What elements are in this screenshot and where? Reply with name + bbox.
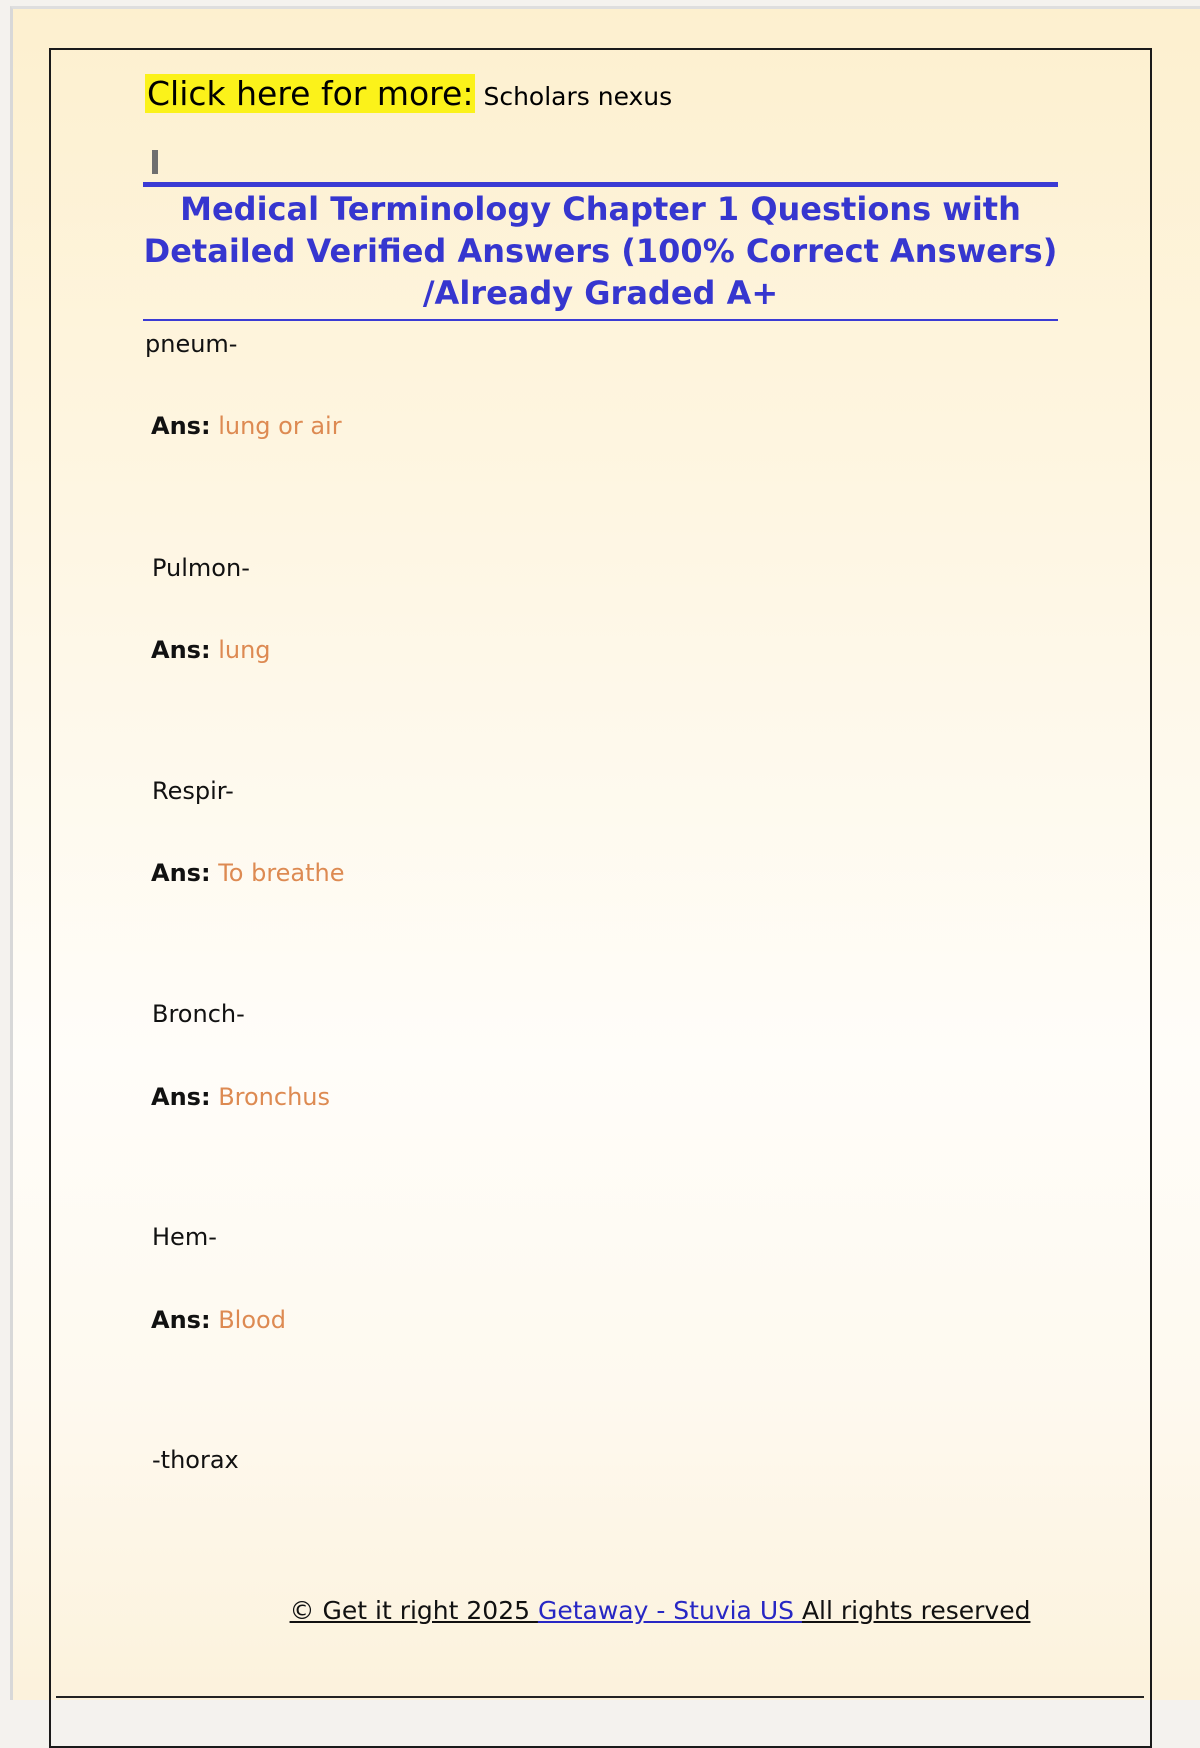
footer-prefix: © Get it right 2025 [289,1596,538,1625]
footer-suffix: All rights reserved [801,1596,1031,1625]
site-name: Scholars nexus [483,82,673,111]
header-promo [145,74,672,113]
answer-text: Blood [218,1306,286,1334]
term-hem: Hem- [152,1223,217,1251]
answer-bronch [151,1083,330,1111]
answer-hem [151,1306,286,1334]
page-border-bottom [56,1696,1144,1698]
term-bronch: Bronch- [152,1000,245,1028]
answer-label: Ans: [151,412,211,440]
answer-label: Ans: [151,1083,211,1111]
title-bottom-rule [143,319,1058,321]
title-top-rule [143,182,1058,187]
term-respir: Respir- [152,777,234,805]
answer-label: Ans: [151,859,211,887]
term-thorax: -thorax [152,1446,239,1474]
text-cursor-icon [152,150,158,174]
answer-pulmon [151,636,271,664]
answer-text: To breathe [218,859,345,887]
answer-text: Bronchus [218,1083,331,1111]
getaway-stuvia-link[interactable]: Getaway - Stuvia US [537,1596,802,1625]
copyright-footer [0,1596,1200,1625]
document-title: Medical Terminology Chapter 1 Questions with Detailed Verified Answers (100% Correct Answers) /Already Graded A+ [143,190,1058,312]
term-pulmon: Pulmon- [152,554,250,582]
answer-text: lung [218,636,271,664]
term-pneum: pneum- [145,330,238,358]
footer-text [290,1596,1031,1625]
answer-label: Ans: [151,1306,211,1334]
answer-respir [151,859,345,887]
answer-text: lung or air [218,412,342,440]
answer-pneum [151,412,342,440]
click-here-link[interactable]: Click here for more: [147,74,474,113]
answer-label: Ans: [151,636,211,664]
